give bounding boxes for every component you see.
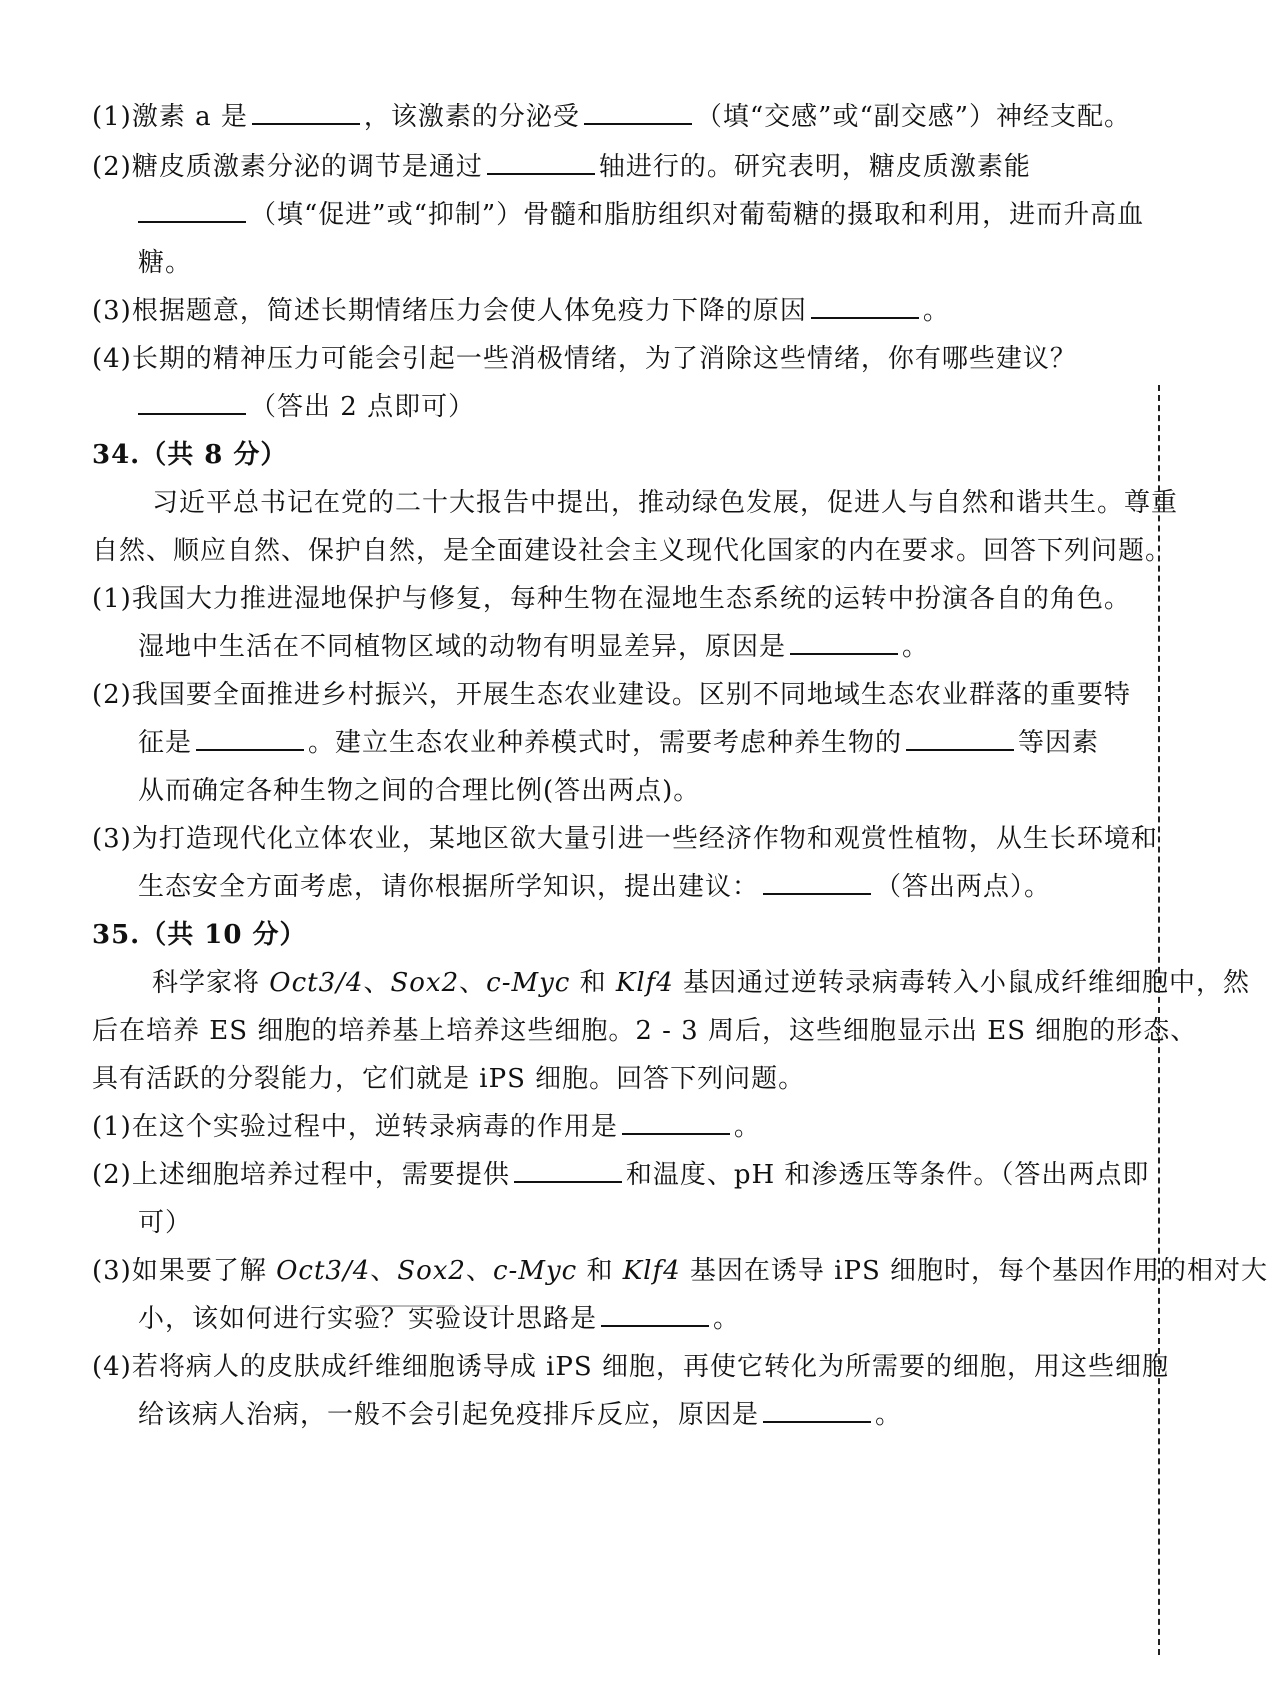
- q34-heading: 34.（共 8 分）: [92, 440, 288, 470]
- q35-heading: 35.（共 10 分）: [92, 920, 307, 950]
- q33-part2-text-b: 轴进行的。研究表明，糖皮质激素能: [598, 152, 1031, 182]
- separator: 、: [465, 1256, 493, 1286]
- q35-part2-line2: [138, 1206, 1080, 1240]
- q34-part2-text-b: 征是: [138, 728, 193, 758]
- q33-part1-text-a: (1)激素 a 是: [92, 102, 248, 132]
- q33-part3-text-b: 。: [922, 296, 950, 326]
- q34-part1: [92, 582, 1131, 616]
- q33-part4-text-b: （答出 2 点即可）: [250, 392, 476, 422]
- q33-part2-text-a: (2)糖皮质激素分泌的调节是通过: [92, 152, 483, 182]
- q35-part2: [92, 1158, 1150, 1192]
- q35-part1: [92, 1110, 1080, 1144]
- q34-part2-text-c: 。建立生态农业种养模式时，需要考虑种养生物的: [308, 728, 903, 758]
- scan-artifact-line: [360, 1305, 455, 1307]
- q34-part3-text-a: (3)为打造现代化立体农业，某地区欲大量引进一些经济作物和观赏性植物，从生长环境和: [92, 824, 1158, 854]
- answer-blank[interactable]: [487, 153, 595, 175]
- separator: 和: [577, 1256, 623, 1286]
- q35-part4-text-b: 给该病人治病，一般不会引起免疫排斥反应，原因是: [138, 1400, 760, 1430]
- binding-margin-dashed-line: [1158, 385, 1160, 1655]
- q34-part3-line2: [138, 870, 1080, 904]
- q35-part2-text-b: 和温度、pH 和渗透压等条件。（答出两点即: [625, 1160, 1150, 1190]
- gene-cmyc: c-Myc: [492, 1256, 578, 1286]
- q34-part3-text-c: （答出两点）。: [875, 872, 1052, 902]
- q35-part3-text-a: (3)如果要了解: [92, 1256, 277, 1286]
- gene-oct34: Oct3/4: [276, 1256, 371, 1286]
- q33-part2-line2: [138, 198, 1145, 232]
- q35-part2-text-a: (2)上述细胞培养过程中，需要提供: [92, 1160, 510, 1190]
- q33-part4-line2: [138, 390, 1080, 424]
- q33-part2: [92, 150, 1080, 184]
- q35-part4: [92, 1350, 1169, 1384]
- answer-blank[interactable]: [622, 1113, 730, 1135]
- q33-part3-text-a: (3)根据题意，简述长期情绪压力会使人体免疫力下降的原因: [92, 296, 807, 326]
- q35-part2-text-c: 可）: [138, 1208, 193, 1238]
- answer-blank[interactable]: [790, 633, 898, 655]
- q33-part2-text-c: （填“促进”或“抑制”）骨髓和脂肪组织对葡萄糖的摄取和利用，进而升高血: [250, 200, 1145, 230]
- q35-intro-line2: 后在培养 ES 细胞的培养基上培养这些细胞。2 - 3 周后，这些细胞显示出 ES 细胞的形态、: [92, 1016, 1198, 1046]
- q35-part4-text-a: (4)若将病人的皮肤成纤维细胞诱导成 iPS 细胞，再使它转化为所需要的细胞，用这些细胞: [92, 1352, 1169, 1382]
- answer-blank[interactable]: [763, 873, 871, 895]
- q33-part2-line3: [138, 246, 1080, 280]
- gene-cmyc: c-Myc: [486, 968, 571, 998]
- q34-part1-line2: [138, 630, 1080, 664]
- q34-part3: [92, 822, 1158, 856]
- q34-part2-line2: [138, 726, 1100, 760]
- answer-blank[interactable]: [811, 297, 919, 319]
- q33-part1: [92, 100, 1132, 134]
- q34-part3-text-b: 生态安全方面考虑，请你根据所学知识，提出建议：: [138, 872, 760, 902]
- q34-part1-text-a: (1)我国大力推进湿地保护与修复，每种生物在湿地生态系统的运转中扮演各自的角色。: [92, 584, 1131, 614]
- answer-blank[interactable]: [584, 103, 692, 125]
- separator: 、: [370, 1256, 398, 1286]
- q33-part4: [92, 342, 1080, 376]
- q35-intro-line1: [152, 966, 1251, 1000]
- q33-part2-text-d: 糖。: [138, 248, 193, 278]
- gene-klf4: Klf4: [622, 1256, 681, 1286]
- separator: 、: [459, 968, 487, 998]
- separator: 、: [363, 968, 391, 998]
- q35-intro-text-b: 基因通过逆转录病毒转入小鼠成纤维细胞中，然: [673, 968, 1251, 998]
- gene-klf4: Klf4: [615, 968, 674, 998]
- q33-part1-text-c: （填“交感”或“副交感”）神经支配。: [695, 102, 1132, 132]
- q34-intro-line2: 自然、顺应自然、保护自然，是全面建设社会主义现代化国家的内在要求。回答下列问题。: [92, 536, 1173, 566]
- q34-part1-text-c: 。: [902, 632, 930, 662]
- q35-part3-text-b: 基因在诱导 iPS 细胞时，每个基因作用的相对大: [680, 1256, 1268, 1286]
- answer-blank[interactable]: [138, 201, 246, 223]
- q33-part1-text-b: ，该激素的分泌受: [363, 102, 580, 132]
- answer-blank[interactable]: [196, 729, 304, 751]
- q35-part3-text-c: 小，该如何进行实验？实验设计思路是: [138, 1304, 598, 1334]
- q34-part2-text-e: 从而确定各种生物之间的合理比例(答出两点)。: [138, 776, 701, 806]
- q33-part3: [92, 294, 1080, 328]
- gene-sox2: Sox2: [397, 1256, 466, 1286]
- q35-part3-text-d: 。: [713, 1304, 741, 1334]
- q35-intro-line3: 具有活跃的分裂能力，它们就是 iPS 细胞。回答下列问题。: [92, 1064, 806, 1094]
- q35-part3: [92, 1254, 1268, 1288]
- q34-part2-line3: [138, 774, 1080, 808]
- answer-blank[interactable]: [138, 393, 246, 415]
- q35-intro-text-a: 科学家将: [152, 968, 270, 998]
- q35-part4-text-c: 。: [875, 1400, 903, 1430]
- answer-blank[interactable]: [906, 729, 1014, 751]
- q34-part2: [92, 678, 1131, 712]
- scan-artifact-line: [475, 1305, 500, 1307]
- q34-part2-text-a: (2)我国要全面推进乡村振兴，开展生态农业建设。区别不同地域生态农业群落的重要特: [92, 680, 1131, 710]
- gene-sox2: Sox2: [390, 968, 460, 998]
- gene-oct34: Oct3/4: [269, 968, 364, 998]
- answer-blank[interactable]: [252, 103, 360, 125]
- q34-part1-text-b: 湿地中生活在不同植物区域的动物有明显差异，原因是: [138, 632, 787, 662]
- q35-part1-text-b: 。: [733, 1112, 761, 1142]
- answer-blank[interactable]: [763, 1401, 871, 1423]
- separator: 和: [570, 968, 616, 998]
- answer-blank[interactable]: [601, 1305, 709, 1327]
- answer-blank[interactable]: [514, 1161, 622, 1183]
- q35-part3-line2: [138, 1302, 1080, 1336]
- q35-part4-line2: [138, 1398, 1080, 1432]
- q34-intro-line1: 习近平总书记在党的二十大报告中提出，推动绿色发展，促进人与自然和谐共生。尊重: [152, 488, 1179, 518]
- q34-part2-text-d: 等因素: [1018, 728, 1100, 758]
- q35-part1-text-a: (1)在这个实验过程中，逆转录病毒的作用是: [92, 1112, 618, 1142]
- q33-part4-text-a: (4)长期的精神压力可能会引起一些消极情绪，为了消除这些情绪，你有哪些建议？: [92, 344, 1077, 374]
